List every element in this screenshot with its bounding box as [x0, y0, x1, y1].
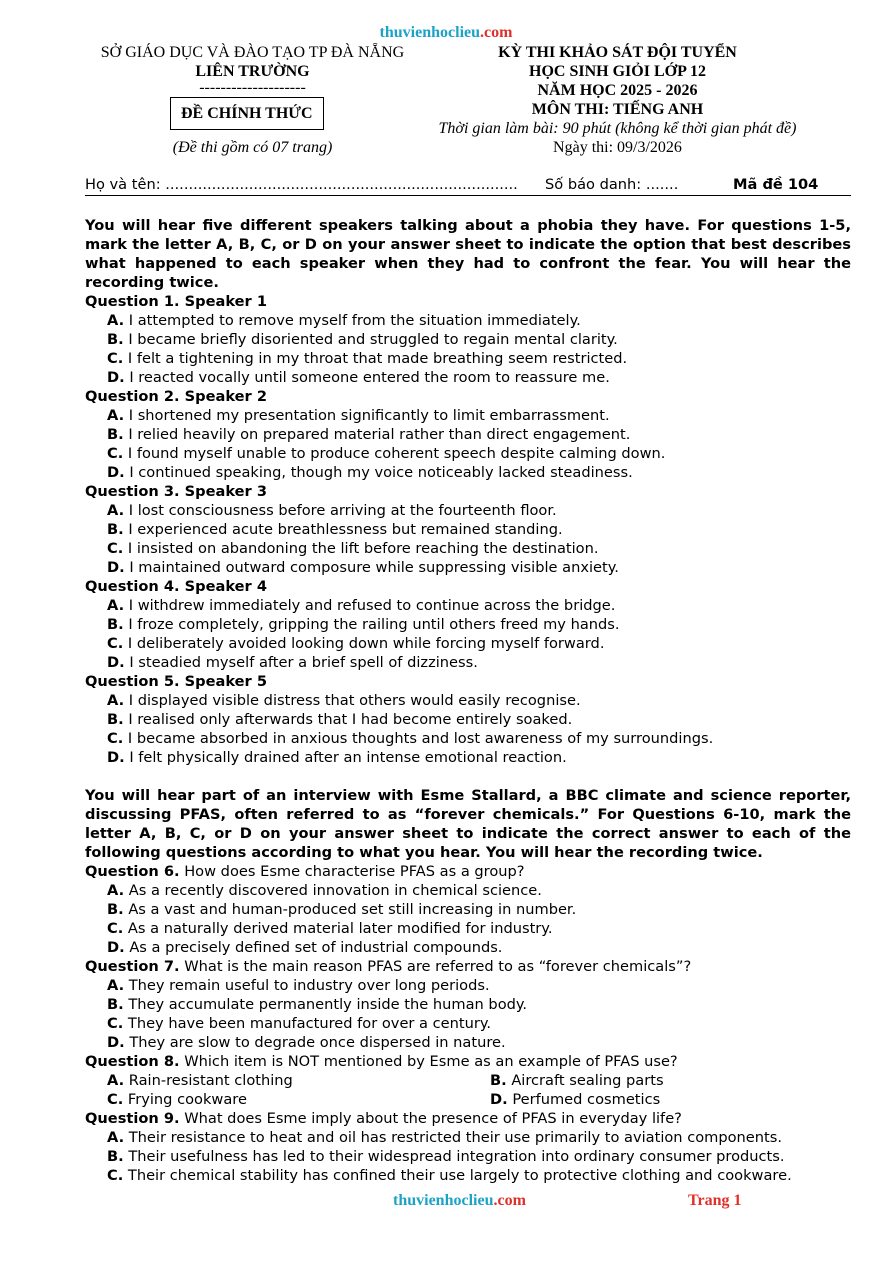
official-exam-box: [170, 97, 324, 130]
option-letter: C.: [107, 540, 124, 557]
option-letter: B.: [107, 1148, 124, 1165]
question-8: [85, 1052, 851, 1109]
option-letter: D.: [107, 654, 125, 671]
answer-option[interactable]: A. Rain-resistant clothing: [107, 1072, 293, 1089]
option-letter: B.: [107, 996, 124, 1013]
option-letter: D.: [107, 749, 125, 766]
answer-option[interactable]: [85, 653, 851, 672]
answer-option[interactable]: [85, 1033, 851, 1052]
question-1: [85, 292, 851, 387]
header-right: [410, 43, 825, 157]
options-row: [85, 1071, 851, 1090]
question-title: Question 1. Speaker 1: [85, 293, 267, 310]
exam-content: [85, 216, 851, 1185]
question-stem: What does Esme imply about the presence of PFAS in everyday life?: [179, 1110, 682, 1127]
option-text: Their chemical stability has confined their use largely to protective clothing and cookware.: [127, 1167, 792, 1184]
option-letter: C.: [107, 1015, 124, 1032]
option-letter: A.: [107, 692, 125, 709]
options-row: [85, 1090, 851, 1109]
option-text: Their resistance to heat and oil has restricted their use primarily to aviation components.: [128, 1129, 782, 1146]
watermark-top: [0, 24, 892, 42]
answer-option[interactable]: [85, 444, 851, 463]
option-letter: D.: [107, 464, 125, 481]
option-letter: B.: [107, 426, 124, 443]
option-text: I felt physically drained after an intense emotional reaction.: [129, 749, 567, 766]
answer-option[interactable]: D. Perfumed cosmetics: [490, 1091, 661, 1108]
question-label: Question 8.: [85, 1053, 180, 1070]
answer-option[interactable]: [85, 729, 851, 748]
answer-option[interactable]: [85, 1166, 851, 1185]
answer-option[interactable]: [85, 520, 851, 539]
department-name: SỞ GIÁO DỤC VÀ ĐÀO TẠO TP ĐÀ NẴNG: [100, 44, 405, 61]
watermark-bottom: [393, 1192, 526, 1210]
option-text: As a vast and human-produced set still increasing in number.: [128, 901, 577, 918]
answer-option[interactable]: [85, 1147, 851, 1166]
option-letter: A.: [107, 597, 125, 614]
option-text: As a precisely defined set of industrial compounds.: [129, 939, 503, 956]
question-9: [85, 1109, 851, 1185]
options-list: [85, 881, 851, 957]
answer-option[interactable]: [85, 558, 851, 577]
option-text: I relied heavily on prepared material rather than direct engagement.: [128, 426, 631, 443]
section-gap: [85, 767, 851, 786]
option-letter: A.: [107, 407, 125, 424]
page-number: Trang 1: [688, 1192, 742, 1209]
option-text: Their usefulness has led to their widespread integration into ordinary consumer products.: [128, 1148, 785, 1165]
option-text: I experienced acute breathlessness but remained standing.: [128, 521, 563, 538]
answer-option[interactable]: [85, 368, 851, 387]
option-text: They remain useful to industry over long periods.: [128, 977, 490, 994]
answer-option[interactable]: [85, 1128, 851, 1147]
header-rule: [85, 195, 851, 196]
option-letter: A.: [107, 882, 125, 899]
answer-option[interactable]: [85, 634, 851, 653]
option-text: They have been manufactured for over a century.: [127, 1015, 492, 1032]
option-text: I froze completely, gripping the railing until others freed my hands.: [128, 616, 620, 633]
option-letter: B.: [107, 331, 124, 348]
answer-option[interactable]: [85, 539, 851, 558]
exam-code: Mã đề 104: [733, 176, 819, 193]
exam-date: Ngày thi: 09/3/2026: [553, 139, 682, 156]
question-label: Question 6.: [85, 863, 180, 880]
option-text: I insisted on abandoning the lift before reaching the destination.: [127, 540, 599, 557]
option-text: I withdrew immediately and refused to continue across the bridge.: [128, 597, 616, 614]
option-letter: D.: [107, 559, 125, 576]
option-letter: D.: [107, 1034, 125, 1051]
option-text: I became briefly disoriented and struggled to regain mental clarity.: [128, 331, 618, 348]
question-label: Question 7.: [85, 958, 180, 975]
option-text: I maintained outward composure while suppressing visible anxiety.: [129, 559, 619, 576]
answer-option[interactable]: [85, 596, 851, 615]
option-letter: D.: [107, 939, 125, 956]
option-letter: B.: [107, 711, 124, 728]
question-stem: What is the main reason PFAS are referred to as “forever chemicals”?: [179, 958, 692, 975]
watermark-tld: .com: [493, 1192, 526, 1209]
answer-option[interactable]: [85, 615, 851, 634]
option-letter: A.: [107, 312, 125, 329]
option-letter: A.: [107, 977, 125, 994]
page-count: (Đề thi gồm có 07 trang): [172, 139, 333, 156]
section2-instruction: You will hear part of an interview with Esme Stallard, a BBC climate and science reporter, discussing PFAS, often referred to as “forever chemicals.” For Questions 6-10, mark the letter A, B, C, or D on your answer sheet to indicate the correct answer to each of the following questions according to what you hear. You will hear the recording twice.: [85, 787, 851, 861]
duration: Thời gian làm bài: 90 phút (không kể thời gian phát đề): [438, 120, 797, 137]
answer-option[interactable]: [85, 976, 851, 995]
answer-option[interactable]: [85, 311, 851, 330]
option-text: I continued speaking, though my voice noticeably lacked steadiness.: [129, 464, 633, 481]
options-list: [85, 1128, 851, 1185]
watermark-site: thuvienhoclieu: [393, 1192, 494, 1209]
question-2: [85, 387, 851, 482]
question-title: Question 3. Speaker 3: [85, 483, 267, 500]
option-text: I reacted vocally until someone entered the room to reassure me.: [129, 369, 610, 386]
answer-option[interactable]: [85, 919, 851, 938]
question-7: [85, 957, 851, 1052]
candidate-id-label: Số báo danh: .......: [545, 176, 679, 193]
question-stem: How does Esme characterise PFAS as a group?: [179, 863, 525, 880]
option-letter: D.: [107, 369, 125, 386]
option-letter: C.: [107, 350, 124, 367]
header-dashes: --------------------: [199, 79, 306, 96]
option-text: I lost consciousness before arriving at the fourteenth floor.: [128, 502, 557, 519]
watermark-site: thuvienhoclieu: [379, 24, 481, 41]
header-left: [95, 43, 410, 95]
option-letter: C.: [107, 920, 124, 937]
answer-option[interactable]: [85, 425, 851, 444]
answer-option[interactable]: [85, 938, 851, 957]
option-text: They are slow to degrade once dispersed in nature.: [129, 1034, 506, 1051]
answer-option[interactable]: B. Aircraft sealing parts: [490, 1072, 664, 1089]
section1-questions: [85, 292, 851, 767]
exam-title: KỲ THI KHẢO SÁT ĐỘI TUYỂN: [498, 44, 737, 61]
question-3: [85, 482, 851, 577]
option-text: As a recently discovered innovation in chemical science.: [128, 882, 542, 899]
option-letter: B.: [107, 521, 124, 538]
option-text: As a naturally derived material later modified for industry.: [127, 920, 553, 937]
option-letter: B.: [107, 901, 124, 918]
answer-option[interactable]: [85, 1014, 851, 1033]
question-label: Question 9.: [85, 1110, 180, 1127]
option-letter: C.: [107, 445, 124, 462]
option-letter: A.: [107, 502, 125, 519]
name-field-label: Họ và tên: ............................................................................: [85, 176, 518, 193]
answer-option[interactable]: [85, 349, 851, 368]
option-letter: B.: [107, 616, 124, 633]
option-letter: A.: [107, 1129, 125, 1146]
option-letter: C.: [107, 1167, 124, 1184]
school-year: NĂM HỌC 2025 - 2026: [537, 82, 698, 99]
answer-option[interactable]: [85, 501, 851, 520]
option-text: I shortened my presentation significantly to limit embarrassment.: [128, 407, 610, 424]
option-text: I attempted to remove myself from the situation immediately.: [128, 312, 581, 329]
option-text: I became absorbed in anxious thoughts and lost awareness of my surroundings.: [127, 730, 714, 747]
option-text: I found myself unable to produce coherent speech despite calming down.: [127, 445, 666, 462]
watermark-tld: .com: [480, 24, 513, 41]
answer-option[interactable]: [85, 330, 851, 349]
section1-instruction: You will hear five different speakers talking about a phobia they have. For questions 1-5, mark the letter A, B, C, or D on your answer sheet to indicate the option that best describes what happened to each speaker when they had to confront the fear. You will hear the recording twice.: [85, 217, 851, 291]
subject: MÔN THI: TIẾNG ANH: [531, 101, 704, 118]
option-letter: C.: [107, 730, 124, 747]
option-text: I felt a tightening in my throat that made breathing seem restricted.: [127, 350, 628, 367]
official-label: ĐỀ CHÍNH THỨC: [181, 105, 313, 122]
question-title: Question 2. Speaker 2: [85, 388, 267, 405]
answer-option[interactable]: [85, 995, 851, 1014]
answer-option[interactable]: [85, 900, 851, 919]
answer-option[interactable]: [85, 710, 851, 729]
question-title: Question 4. Speaker 4: [85, 578, 267, 595]
question-6: [85, 862, 851, 957]
option-text: They accumulate permanently inside the human body.: [128, 996, 528, 1013]
option-text: I realised only afterwards that I had become entirely soaked.: [128, 711, 573, 728]
options-list: [85, 976, 851, 1052]
question-stem: Which item is NOT mentioned by Esme as an example of PFAS use?: [179, 1053, 678, 1070]
answer-option[interactable]: [85, 881, 851, 900]
question-title: Question 5. Speaker 5: [85, 673, 267, 690]
option-text: I steadied myself after a brief spell of dizziness.: [129, 654, 478, 671]
answer-option[interactable]: [85, 748, 851, 767]
answer-option[interactable]: C. Frying cookware: [107, 1091, 247, 1108]
school-name: LIÊN TRƯỜNG: [195, 63, 310, 80]
answer-option[interactable]: [85, 406, 851, 425]
option-letter: C.: [107, 635, 124, 652]
option-text: I deliberately avoided looking down while forcing myself forward.: [127, 635, 605, 652]
answer-option[interactable]: [85, 463, 851, 482]
answer-option[interactable]: [85, 691, 851, 710]
question-5: [85, 672, 851, 767]
exam-subtitle: HỌC SINH GIỎI LỚP 12: [529, 63, 706, 80]
question-4: [85, 577, 851, 672]
option-text: I displayed visible distress that others would easily recognise.: [128, 692, 581, 709]
